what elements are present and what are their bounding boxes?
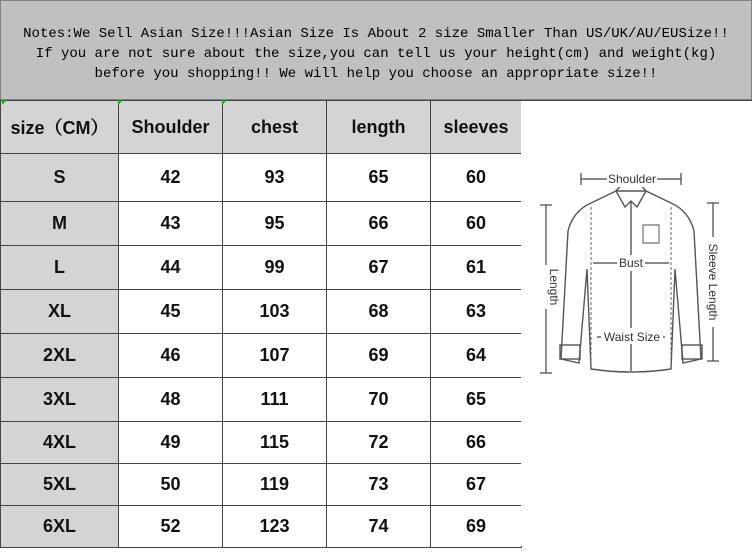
notes-line-2: If you are not sure about the size,you can tell us your height(cm) and weight(kg) xyxy=(35,46,717,62)
size-cell: 4XL xyxy=(1,422,119,464)
length-cell: 69 xyxy=(327,334,431,378)
length-cell: 74 xyxy=(327,506,431,548)
table-row xyxy=(1,506,522,548)
chest-cell: 93 xyxy=(223,154,327,202)
sleeves-cell: 67 xyxy=(431,464,522,506)
table-row xyxy=(1,464,522,506)
shoulder-cell: 48 xyxy=(119,378,223,422)
left-cuff xyxy=(560,345,580,359)
chest-cell: 107 xyxy=(223,334,327,378)
right-cuff xyxy=(682,345,702,359)
size-cell: 5XL xyxy=(1,464,119,506)
chest-cell: 111 xyxy=(223,378,327,422)
header-length: length xyxy=(327,101,431,154)
table-row xyxy=(1,334,522,378)
chest-cell: 115 xyxy=(223,422,327,464)
shirt-diagram-svg xyxy=(521,101,752,547)
sleeves-cell: 61 xyxy=(431,246,522,290)
green-corner-marker xyxy=(222,100,227,105)
sleeves-cell: 69 xyxy=(431,506,522,548)
sleeves-cell: 65 xyxy=(431,378,522,422)
length-cell: 73 xyxy=(327,464,431,506)
shoulder-cell: 42 xyxy=(119,154,223,202)
shoulder-cell: 45 xyxy=(119,290,223,334)
table-header-row xyxy=(1,101,522,154)
waist-label: Waist Size xyxy=(603,330,661,344)
table-row xyxy=(1,246,522,290)
chest-cell: 123 xyxy=(223,506,327,548)
chest-cell: 119 xyxy=(223,464,327,506)
shoulder-cell: 50 xyxy=(119,464,223,506)
shoulder-label: Shoulder xyxy=(607,172,657,186)
shirt-measurement-diagram xyxy=(521,100,752,546)
size-cell: L xyxy=(1,246,119,290)
length-cell: 68 xyxy=(327,290,431,334)
bust-label: Bust xyxy=(618,256,644,270)
shoulder-cell: 44 xyxy=(119,246,223,290)
notes-line-3: before you shopping!! We will help you choose an appropriate size!! xyxy=(94,66,658,82)
table-row xyxy=(1,202,522,246)
header-chest: chest xyxy=(223,101,327,154)
size-cell: 3XL xyxy=(1,378,119,422)
shoulder-cell: 49 xyxy=(119,422,223,464)
chest-cell: 99 xyxy=(223,246,327,290)
size-cell: M xyxy=(1,202,119,246)
sleeves-cell: 63 xyxy=(431,290,522,334)
header-shoulder: Shoulder xyxy=(119,101,223,154)
size-cell: XL xyxy=(1,290,119,334)
header-sleeves: sleeves xyxy=(431,101,522,154)
size-cell: S xyxy=(1,154,119,202)
length-cell: 72 xyxy=(327,422,431,464)
sleeves-cell: 60 xyxy=(431,202,522,246)
sleeves-cell: 60 xyxy=(431,154,522,202)
notes-banner xyxy=(0,0,752,100)
green-corner-marker xyxy=(2,100,7,105)
green-corner-marker xyxy=(118,100,123,105)
sleeves-cell: 64 xyxy=(431,334,522,378)
shoulder-cell: 46 xyxy=(119,334,223,378)
size-cell: 6XL xyxy=(1,506,119,548)
header-size: size（CM） xyxy=(1,101,119,154)
length-cell: 67 xyxy=(327,246,431,290)
chest-cell: 95 xyxy=(223,202,327,246)
length-label: Length xyxy=(547,268,561,306)
size-cell: 2XL xyxy=(1,334,119,378)
sleeves-cell: 66 xyxy=(431,422,522,464)
chest-cell: 103 xyxy=(223,290,327,334)
table-row xyxy=(1,422,522,464)
notes-line-1: Notes:We Sell Asian Size!!!Asian Size Is About 2 size Smaller Than US/UK/AU/EUSize!! xyxy=(23,26,729,42)
table-row xyxy=(1,290,522,334)
table-row xyxy=(1,154,522,202)
shoulder-cell: 52 xyxy=(119,506,223,548)
size-chart-table xyxy=(0,100,522,548)
sleeve-label: Sleeve Length xyxy=(706,243,720,321)
table-row xyxy=(1,378,522,422)
length-cell: 66 xyxy=(327,202,431,246)
length-cell: 65 xyxy=(327,154,431,202)
shoulder-cell: 43 xyxy=(119,202,223,246)
length-cell: 70 xyxy=(327,378,431,422)
